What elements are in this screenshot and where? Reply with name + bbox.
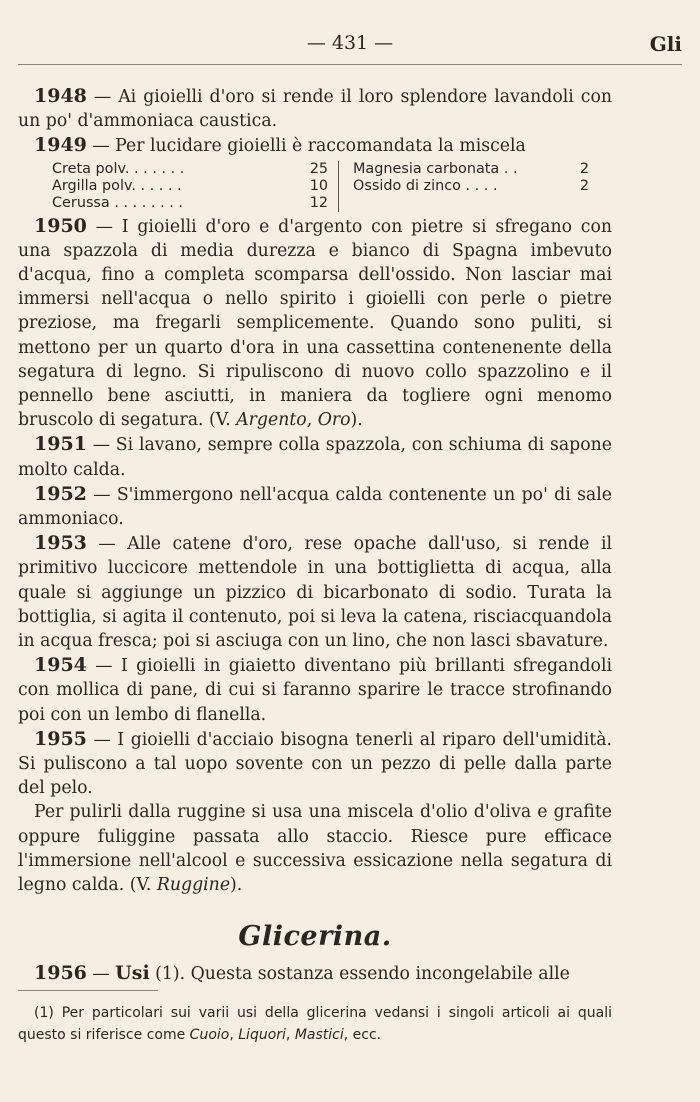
paragraph-text-end: ). [230, 875, 243, 896]
recipe-table [52, 161, 612, 212]
recipe-row [52, 161, 328, 178]
ingredient-qty: 2 [579, 177, 589, 194]
entry-1955 [18, 727, 612, 801]
ingredient-qty: 10 [309, 177, 328, 194]
ingredient-qty: 12 [309, 194, 328, 211]
entry-1952 [18, 482, 612, 531]
entry-text: (1). Questa sostanza essendo incongelabile alle [149, 964, 570, 985]
recipe-column-left [52, 161, 339, 212]
page-header [18, 32, 682, 56]
entry-number: 1951 [34, 433, 87, 456]
ingredient-name: Creta polv. . . . . . . [52, 160, 185, 177]
entry-number: 1952 [34, 482, 87, 505]
cross-ref-link[interactable]: Argento [236, 410, 307, 431]
recipe-row [353, 161, 589, 178]
entry-1954 [18, 653, 612, 727]
header-rule [18, 64, 682, 65]
entry-text: — Alle catene d'oro, rese opache dall'uso, si rende il primitivo luccicore mettendole in una bottiglietta di acqua, alla quale si aggiunge un pizzico di bicarbonato di sodio. Turata la bottiglia, si agita il contenuto, poi si leva la catena, risciacquandola in acqua fresca; poi si asciuga con un lino, che non lasci sbavature. [18, 534, 612, 652]
ingredient-qty: 25 [309, 160, 328, 177]
entry-number: 1949 [34, 134, 87, 157]
entry-text-end: ). [350, 410, 363, 431]
page-number: — 431 — [306, 32, 394, 54]
running-head: Gli [649, 32, 682, 56]
ingredient-name: Magnesia carbonata . . [353, 160, 518, 177]
footnote-text-end: , ecc. [343, 1027, 382, 1043]
entry-text: — Per lucidare gioielli è raccomandata la miscela [86, 136, 526, 157]
entry-1956 [18, 961, 612, 986]
footnote [18, 1002, 612, 1046]
entry-text: — S'immergono nell'acqua calda contenente un po' di sale ammoniaco. [18, 484, 612, 530]
recipe-row [52, 178, 328, 195]
entry-number: 1954 [34, 654, 87, 677]
cross-ref-link[interactable]: Cuoio [189, 1027, 230, 1043]
separator: , [229, 1027, 239, 1043]
entry-1950 [18, 214, 612, 433]
cross-ref-link[interactable]: Mastici [294, 1027, 344, 1043]
entry-number: 1950 [34, 214, 87, 237]
paragraph-text: Per pulirli dalla ruggine si usa una miscela d'olio d'oliva e grafite oppure fuliggine passata allo staccio. Riesce pure efficace l'immersione nell'alcool e successiva essicazione nella segatura di legno calda. (V. [18, 802, 612, 896]
ingredient-qty: 2 [579, 160, 589, 177]
separator: — [86, 964, 116, 985]
entry-number: 1956 [34, 962, 87, 985]
footnote-rule [18, 990, 158, 991]
entry-text: — I gioielli d'acciaio bisogna tenerli al riparo dell'umidità. Si puliscono a tal uopo sovente con un pezzo di pelle dalla parte del pelo. [18, 729, 612, 799]
entry-1951 [18, 432, 612, 481]
cross-ref-link[interactable]: Ruggine [156, 875, 231, 896]
entry-number: 1948 [34, 85, 87, 107]
cross-ref-link[interactable]: Liquori [238, 1027, 286, 1043]
recipe-row [353, 178, 589, 195]
paragraph-rust [18, 800, 612, 897]
recipe-column-right [339, 161, 589, 212]
entry-text: — I gioielli d'oro e d'argento con pietre si sfregano con una spazzola di media durezza e bianco di Spagna imbevuto d'acqua, fino a completa scomparsa dell'ossido. Non lasciar mai immersi nell'acqua o nello spirito i gioielli con perle o pietre preziose, ma fregarli semplicemente. Quando sono puliti, si mettono per un quarto d'ora in una cassettina contenenente della segatura di legno. Si ripuliscono di nuovo collo spazzolino e il pennello bene asciutti, in maniera da togliere ogni menomo bruscolo di segatura. (V. [18, 216, 612, 431]
section-title: Glicerina. [238, 921, 392, 953]
entry-1953 [18, 531, 612, 653]
entry-1948 [18, 84, 612, 133]
entry-number: 1953 [34, 532, 87, 555]
cross-ref-link[interactable]: Oro [317, 410, 351, 431]
entry-subheading: Usi [115, 962, 150, 985]
separator: , [285, 1027, 295, 1043]
ingredient-name: Cerussa . . . . . . . . [52, 194, 183, 211]
entry-number: 1955 [34, 727, 87, 750]
entry-text: — I gioielli in giaietto diventano più brillanti sfregandoli con mollica di pane, di cui si faranno sparire le tracce strofinando poi con un lembo di flanella. [18, 656, 612, 725]
entry-text: — Ai gioielli d'oro si rende il loro splendore lavandoli con un po' d'ammoniaca caustica. [18, 87, 612, 132]
ingredient-name: Argilla polv. . . . . . [52, 177, 182, 194]
recipe-row [52, 195, 328, 212]
separator: , [306, 410, 318, 431]
entry-text: — Si lavano, sempre colla spazzola, con schiuma di sapone molto calda. [18, 435, 612, 480]
footnote-text: (1) Per particolari sui varii usi della glicerina vedansi i singoli articoli ai quali questo si riferisce come [18, 1005, 612, 1043]
ingredient-name: Ossido di zinco . . . . [353, 177, 498, 194]
main-text [18, 84, 612, 987]
entry-1949 [18, 133, 612, 158]
